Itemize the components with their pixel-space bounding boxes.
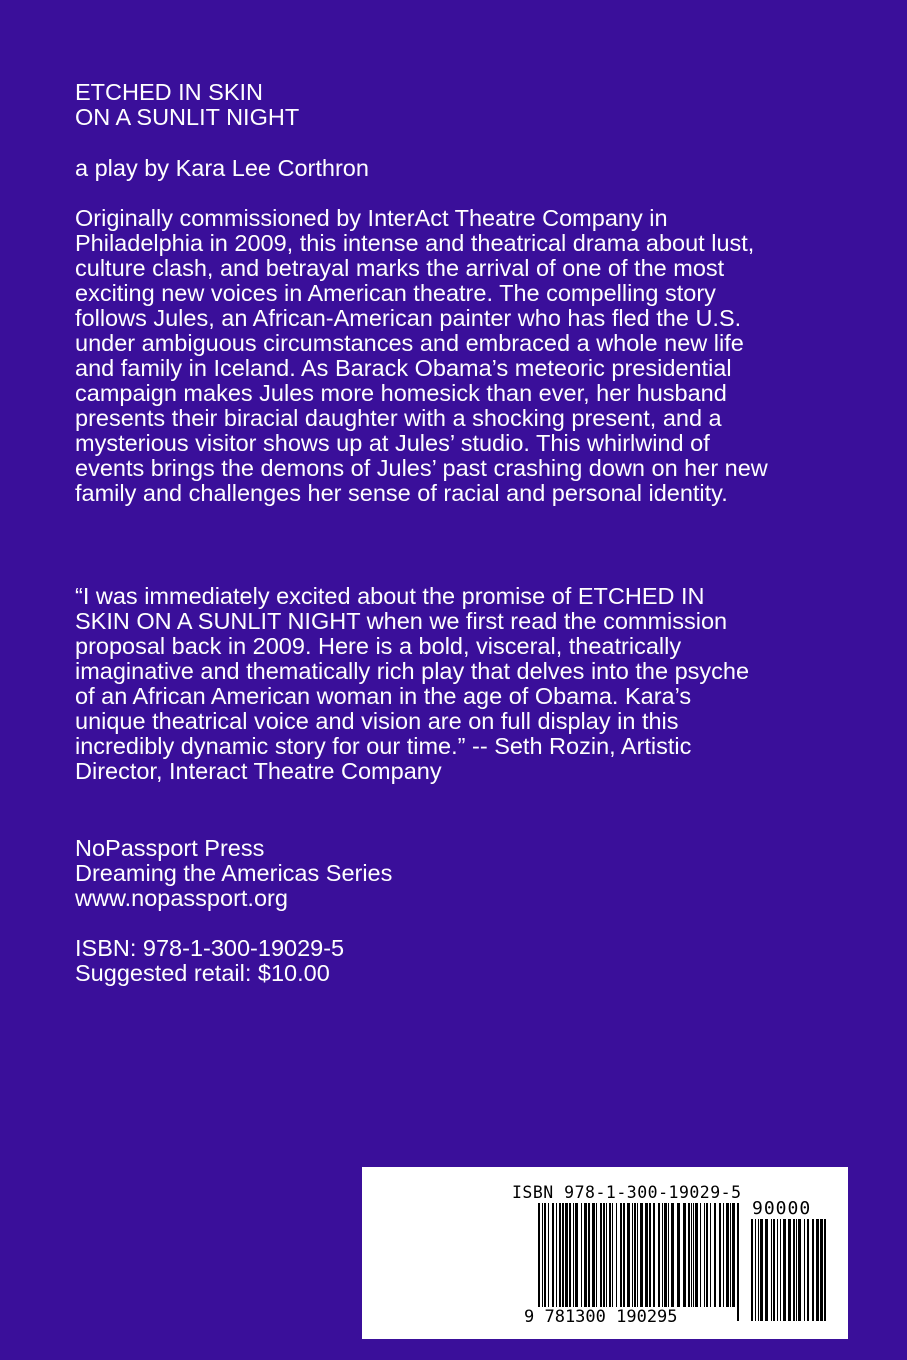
book-title — [75, 80, 299, 130]
barcode-bar — [653, 1203, 655, 1307]
barcode-bar — [706, 1203, 708, 1307]
barcode-bar — [777, 1219, 778, 1321]
barcode-bar — [552, 1203, 554, 1307]
barcode-isbn-label: ISBN 978-1-300-19029-5 — [512, 1183, 742, 1202]
publisher-name: NoPassport Press — [75, 835, 265, 861]
barcode-bar — [623, 1203, 625, 1307]
barcode-bar — [649, 1203, 651, 1307]
barcode-bar — [737, 1203, 739, 1321]
barcode-bar — [732, 1203, 735, 1307]
quote-line: proposal back in 2009. Here is a bold, visceral, theatrically — [75, 633, 682, 659]
isbn-info — [75, 936, 344, 986]
barcode-bar — [730, 1203, 731, 1307]
barcode-bar — [780, 1219, 781, 1321]
barcode-bar — [662, 1203, 663, 1307]
barcode-bar — [788, 1219, 791, 1321]
barcode-bar — [645, 1203, 648, 1307]
barcode-bar — [640, 1203, 643, 1321]
barcode-bar — [584, 1203, 587, 1307]
barcode-bar — [793, 1219, 795, 1321]
barcode-bar — [683, 1203, 686, 1307]
quote-line: of an African American woman in the age of Obama. Kara’s — [75, 683, 692, 709]
barcode-box — [362, 1167, 848, 1339]
review-quote — [75, 584, 749, 784]
description-line: culture clash, and betrayal marks the arrival of one of the most — [75, 255, 725, 281]
title-line: ON A SUNLIT NIGHT — [75, 104, 300, 130]
description-line: family and challenges her sense of racial and personal identity. — [75, 480, 728, 506]
barcode-bar — [812, 1219, 814, 1321]
description-line: mysterious visitor shows up at Jules’ studio. This whirlwind of — [75, 430, 710, 456]
barcode-bar — [600, 1203, 602, 1307]
title-line: ETCHED IN SKIN — [75, 79, 264, 105]
barcode-bar — [807, 1219, 809, 1321]
barcode-icon — [537, 1203, 742, 1321]
description-paragraph — [75, 206, 768, 506]
quote-line: unique theatrical voice and vision are on full display in this — [75, 708, 679, 734]
quote-line: imaginative and thematically rich play that delves into the psyche — [75, 658, 750, 684]
description-line: exciting new voices in American theatre. The compelling story — [75, 280, 716, 306]
description-line: Originally commissioned by InterAct Theatre Company in — [75, 205, 668, 231]
description-line: events brings the demons of Jules’ past crashing down on her new — [75, 455, 768, 481]
barcode-bar — [538, 1203, 540, 1321]
barcode-bar — [760, 1219, 763, 1321]
barcode-bar — [755, 1219, 756, 1321]
description-line: and family in Iceland. As Barack Obama’s meteoric presidential — [75, 355, 732, 381]
barcode-bar — [723, 1203, 724, 1307]
barcode-bar — [632, 1203, 633, 1307]
isbn-line: ISBN: 978-1-300-19029-5 — [75, 935, 345, 961]
barcode-bar — [677, 1203, 680, 1307]
barcode-bar — [695, 1203, 698, 1307]
description-line: under ambiguous circumstances and embraced a whole new life — [75, 330, 744, 356]
description-line: follows Jules, an African-American painter who has fled the U.S. — [75, 305, 742, 331]
barcode-bar — [751, 1219, 753, 1321]
barcode-bar — [548, 1203, 549, 1307]
barcode-bar — [658, 1203, 660, 1307]
barcode-bar — [726, 1203, 729, 1307]
barcode-bar — [612, 1203, 613, 1307]
barcode-bar — [693, 1203, 694, 1307]
barcode-bar — [704, 1203, 705, 1307]
barcode-bar — [710, 1203, 711, 1307]
barcode-bar — [719, 1203, 721, 1307]
barcode-bar — [573, 1203, 574, 1307]
quote-line: SKIN ON A SUNLIT NIGHT when we first read the commission — [75, 608, 728, 634]
barcode-bar — [691, 1203, 692, 1307]
barcode-bar — [556, 1203, 557, 1307]
barcode-bar — [671, 1203, 674, 1307]
barcode-bar — [688, 1203, 690, 1307]
barcode-bar — [616, 1203, 617, 1307]
barcode-bar — [581, 1203, 582, 1307]
barcode-bar — [820, 1219, 823, 1321]
byline: a play by Kara Lee Corthron — [75, 155, 369, 181]
barcode-bar — [816, 1219, 819, 1321]
barcode-bar — [575, 1203, 578, 1307]
barcode-bar — [700, 1203, 701, 1307]
barcode-bar — [668, 1203, 669, 1307]
barcode-bar — [758, 1219, 759, 1321]
barcode-bar — [783, 1219, 786, 1321]
description-line: campaign makes Jules more homesick than ever, her husband — [75, 380, 727, 406]
barcode-bar — [765, 1219, 768, 1321]
barcode-bar — [588, 1203, 590, 1307]
price-line: Suggested retail: $10.00 — [75, 960, 330, 986]
barcode-bar — [569, 1203, 571, 1307]
barcode-bar — [562, 1203, 564, 1307]
barcode-bar — [606, 1203, 607, 1307]
barcode-bar — [664, 1203, 667, 1307]
quote-line: Director, Interact Theatre Company — [75, 758, 442, 784]
quote-line: “I was immediately excited about the promise of ETCHED IN — [75, 583, 705, 609]
series-name: Dreaming the Americas Series — [75, 860, 393, 886]
barcode-bar — [637, 1203, 638, 1321]
barcode-bar — [592, 1203, 595, 1307]
barcode-bar — [603, 1203, 605, 1307]
barcode-bar — [771, 1219, 772, 1321]
barcode-addon-icon — [750, 1219, 828, 1321]
publisher-website: www.nopassport.org — [75, 885, 288, 911]
publisher-info — [75, 836, 392, 911]
description-line: presents their biracial daughter with a shocking present, and a — [75, 405, 722, 431]
barcode-digits: 9 781300 190295 — [524, 1307, 678, 1327]
barcode-bar — [798, 1219, 801, 1321]
barcode-bar — [565, 1203, 568, 1307]
barcode-bar — [609, 1203, 611, 1307]
barcode-bar — [773, 1219, 775, 1321]
barcode-bar — [796, 1219, 797, 1321]
barcode-bar — [620, 1203, 622, 1307]
barcode-bar — [634, 1203, 636, 1307]
barcode-addon-digits: 90000 — [752, 1198, 812, 1219]
barcode-bar — [714, 1203, 716, 1307]
quote-line: incredibly dynamic story for our time.” -- Seth Rozin, Artistic — [75, 733, 692, 759]
barcode-bar — [544, 1203, 546, 1307]
barcode-bar — [542, 1203, 543, 1321]
barcode-bar — [559, 1203, 561, 1307]
barcode-bar — [824, 1219, 826, 1321]
barcode-bar — [596, 1203, 597, 1307]
barcode-bar — [804, 1219, 805, 1321]
barcode-bar — [627, 1203, 630, 1307]
description-line: Philadelphia in 2009, this intense and theatrical drama about lust, — [75, 230, 755, 256]
